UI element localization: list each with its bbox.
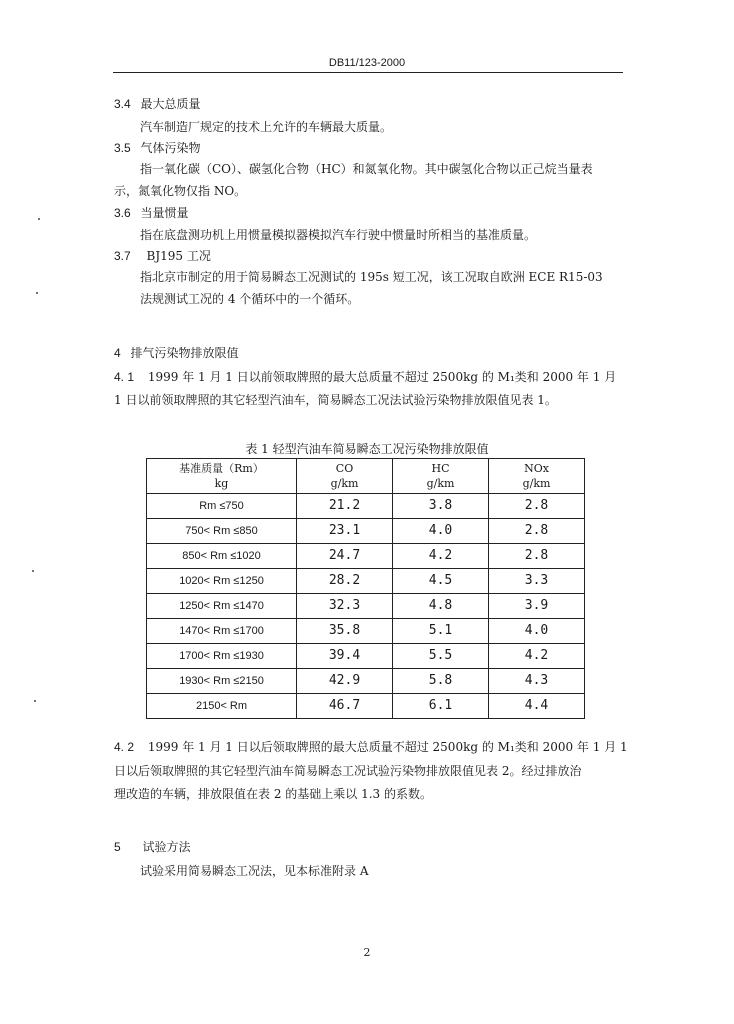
cell-nox: 2.8 <box>489 544 585 569</box>
cell-hc: 4.5 <box>393 569 489 594</box>
section-3-7-body-line1: 指北京市制定的用于简易瞬态工况测试的 195s 短工况，该工况取自欧洲 ECE R15-03 <box>140 270 603 284</box>
section-4-1-line1 <box>114 368 616 385</box>
cell-nox: 4.0 <box>489 619 585 644</box>
section-3-5-body-line2: 示，氮氧化物仅指 NO。 <box>114 184 247 198</box>
table-row <box>147 544 585 569</box>
cell-reference-mass: 1700< Rm ≤1930 <box>147 644 297 669</box>
table-row <box>147 494 585 519</box>
cell-hc: 4.8 <box>393 594 489 619</box>
scan-speck <box>38 218 40 220</box>
section-3-6-number: 3.6 <box>114 206 131 220</box>
section-4-title: 排气污染物排放限值 <box>130 346 239 360</box>
header-hc: HC g/km <box>393 459 489 494</box>
cell-nox: 2.8 <box>489 519 585 544</box>
table-row <box>147 669 585 694</box>
section-3-7-heading <box>114 247 211 264</box>
cell-reference-mass: 850< Rm ≤1020 <box>147 544 297 569</box>
page-number: 2 <box>363 946 371 959</box>
section-5-body: 试验采用简易瞬态工况法，见本标准附录 A <box>140 864 369 878</box>
section-5-heading <box>114 838 191 855</box>
header-reference-mass: 基准质量（Rm） kg <box>147 459 297 494</box>
cell-co: 21.2 <box>297 494 393 519</box>
cell-hc: 5.1 <box>393 619 489 644</box>
section-4-heading <box>114 344 239 361</box>
section-3-4-heading <box>114 95 201 112</box>
cell-hc: 4.0 <box>393 519 489 544</box>
cell-co: 24.7 <box>297 544 393 569</box>
section-3-7-title: BJ195 工况 <box>146 249 211 263</box>
table-caption: 表 1 轻型汽油车简易瞬态工况污染物排放限值 <box>245 442 489 456</box>
emission-limits-table <box>146 458 585 719</box>
header-co: CO g/km <box>297 459 393 494</box>
section-4-1-text-line1: 1999 年 1 月 1 日以前领取牌照的最大总质量不超过 2500kg 的 M₁类和 2000 年 1 月 <box>147 370 617 384</box>
section-3-7-body-line2: 法规测试工况的 4 个循环中的一个循环。 <box>140 292 360 306</box>
table-row <box>147 644 585 669</box>
cell-hc: 3.8 <box>393 494 489 519</box>
section-5-title: 试验方法 <box>142 840 191 854</box>
cell-nox: 4.2 <box>489 644 585 669</box>
cell-hc: 5.8 <box>393 669 489 694</box>
table-row <box>147 569 585 594</box>
section-5-number: 5 <box>114 840 121 854</box>
cell-co: 23.1 <box>297 519 393 544</box>
table-row <box>147 519 585 544</box>
cell-reference-mass: 2150< Rm <box>147 694 297 719</box>
section-3-6-heading <box>114 204 189 221</box>
section-4-1-number: 4. 1 <box>114 370 135 384</box>
section-3-5-body-line1: 指一氧化碳（CO）、碳氢化合物（HC）和氮氧化物。其中碳氢化合物以正己烷当量表 <box>140 162 593 176</box>
table-header-row <box>147 459 585 494</box>
table-row <box>147 694 585 719</box>
cell-co: 46.7 <box>297 694 393 719</box>
cell-hc: 6.1 <box>393 694 489 719</box>
cell-co: 42.9 <box>297 669 393 694</box>
section-4-1-text-line2: 1 日以前领取牌照的其它轻型汽油车，简易瞬态工况法试验污染物排放限值见表 1。 <box>114 393 557 407</box>
cell-co: 32.3 <box>297 594 393 619</box>
cell-co: 28.2 <box>297 569 393 594</box>
section-4-2-text-line2: 日以后领取牌照的其它轻型汽油车简易瞬态工况试验污染物排放限值见表 2。经过排放治 <box>114 764 582 778</box>
header-nox: NOx g/km <box>489 459 585 494</box>
header-rule <box>113 72 623 73</box>
section-3-5-number: 3.5 <box>114 141 131 155</box>
cell-co: 39.4 <box>297 644 393 669</box>
section-3-7-number: 3.7 <box>114 249 131 263</box>
section-3-4-number: 3.4 <box>114 97 131 111</box>
section-3-4-title: 最大总质量 <box>140 97 201 111</box>
cell-hc: 4.2 <box>393 544 489 569</box>
cell-reference-mass: Rm ≤750 <box>147 494 297 519</box>
section-3-6-body: 指在底盘测功机上用惯量模拟器模拟汽车行驶中惯量时所相当的基准质量。 <box>140 228 537 242</box>
cell-nox: 3.9 <box>489 594 585 619</box>
section-3-5-heading <box>114 139 201 156</box>
cell-reference-mass: 1470< Rm ≤1700 <box>147 619 297 644</box>
cell-reference-mass: 1020< Rm ≤1250 <box>147 569 297 594</box>
cell-co: 35.8 <box>297 619 393 644</box>
section-3-5-title: 气体污染物 <box>140 141 201 155</box>
cell-reference-mass: 1930< Rm ≤2150 <box>147 669 297 694</box>
section-3-6-title: 当量惯量 <box>140 206 189 220</box>
section-3-4-body: 汽车制造厂规定的技术上允许的车辆最大质量。 <box>140 120 393 134</box>
cell-nox: 3.3 <box>489 569 585 594</box>
cell-nox: 4.4 <box>489 694 585 719</box>
section-4-2-text-line1: 1999 年 1 月 1 日以后领取牌照的最大总质量不超过 2500kg 的 M₁类和 2000 年 1 月 1 <box>147 740 628 754</box>
section-4-2-number: 4. 2 <box>114 740 135 754</box>
header-standard-code: DB11/123-2000 <box>328 57 406 69</box>
section-4-number: 4 <box>114 346 121 360</box>
table-row <box>147 619 585 644</box>
scan-speck <box>32 570 34 572</box>
section-4-2-line1 <box>114 738 628 755</box>
cell-hc: 5.5 <box>393 644 489 669</box>
cell-reference-mass: 750< Rm ≤850 <box>147 519 297 544</box>
cell-reference-mass: 1250< Rm ≤1470 <box>147 594 297 619</box>
cell-nox: 2.8 <box>489 494 585 519</box>
scan-speck <box>34 700 36 702</box>
section-4-2-text-line3: 理改造的车辆，排放限值在表 2 的基础上乘以 1.3 的系数。 <box>114 787 432 801</box>
table-row <box>147 594 585 619</box>
cell-nox: 4.3 <box>489 669 585 694</box>
scan-speck <box>36 292 38 294</box>
